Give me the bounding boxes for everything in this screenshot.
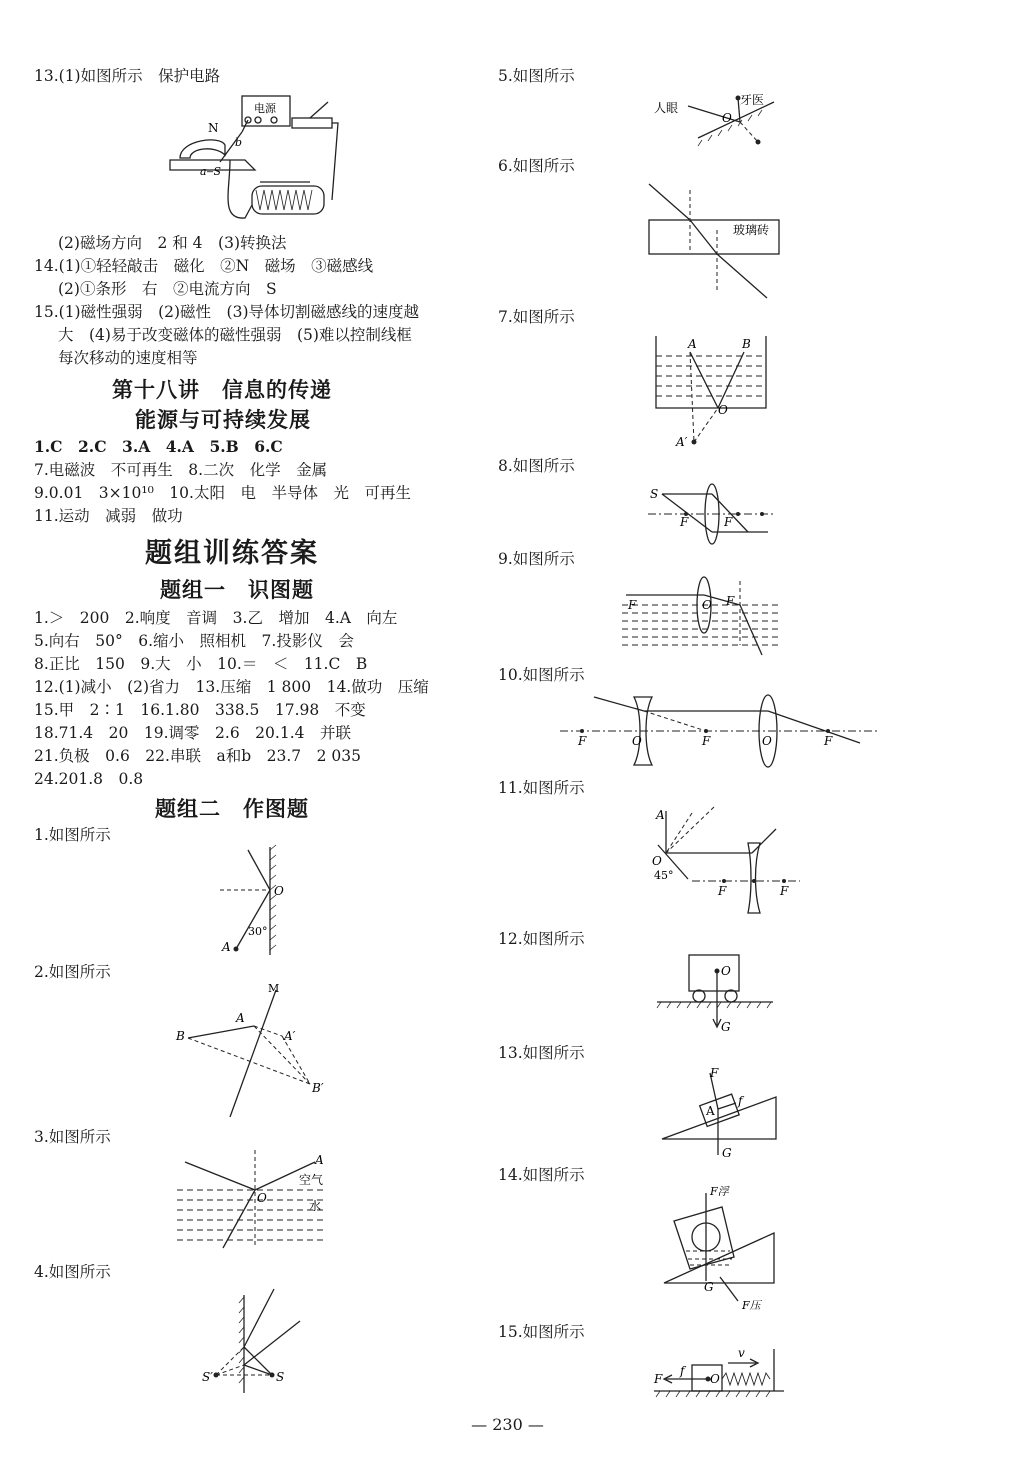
label-Aprime: A′: [284, 1029, 296, 1043]
q8-caption: 8.如图所示: [498, 457, 575, 475]
label-45deg: 45°: [654, 869, 674, 882]
label-F9b: F: [726, 594, 735, 608]
answer-15-line1: 15.(1)磁性强弱 (2)磁性 (3)导体切割磁感线的速度越: [34, 303, 420, 321]
q9-caption: 9.如图所示: [498, 550, 575, 568]
figure-1: [210, 845, 300, 960]
lecture-answers-4: 11.运动 减弱 做功: [34, 507, 183, 525]
lecture-answers-1: 1.C 2.C 3.A 4.A 5.B 6.C: [34, 437, 283, 456]
label-F9a: F: [628, 598, 637, 612]
g1-line6: 18.71.4 20 19.调零 2.6 20.1.4 并联: [34, 724, 351, 742]
g1-line7: 21.负极 0.6 22.串联 a和b 23.7 2 035: [34, 747, 361, 765]
group1-title: 题组一 识图题: [160, 578, 314, 602]
label-F10a: F: [578, 734, 587, 748]
g1-line4: 12.(1)减小 (2)省力 13.压缩 1 800 14.做功 压缩: [34, 678, 429, 696]
label-Ffu: F浮: [710, 1185, 729, 1198]
figure-11: [652, 803, 802, 923]
label-A11: A: [656, 808, 665, 822]
label-dentist: 牙医: [740, 93, 765, 107]
q6-caption: 6.如图所示: [498, 157, 575, 175]
label-F15: F: [654, 1372, 663, 1386]
answer-14-line1: 14.(1)①轻轻敲击 磁化 ②N 磁场 ③磁感线: [34, 257, 374, 275]
lecture-answers-3: 9.0.01 3×10¹⁰ 10.太阳 电 半导体 光 可再生: [34, 484, 411, 502]
lecture-title-line1: 第十八讲 信息的传递: [112, 378, 332, 402]
label-G14: G: [704, 1280, 714, 1294]
label-O3: O: [257, 1191, 267, 1205]
q7-caption: 7.如图所示: [498, 308, 575, 326]
answer-13-line2: (2)磁场方向 2 和 4 (3)转换法: [58, 234, 287, 252]
label-A7: A: [688, 337, 697, 351]
label-B7: B: [742, 337, 751, 351]
label-M: M: [268, 982, 280, 995]
q5-caption: 5.如图所示: [498, 67, 575, 85]
label-O11: O: [652, 854, 662, 868]
label-F10b: F: [702, 734, 711, 748]
label-F8b: F: [724, 515, 733, 529]
switch: [292, 118, 332, 128]
lecture-title-line2: 能源与可持续发展: [135, 408, 311, 432]
figure-9: [622, 575, 782, 665]
answer-14-line2: (2)①条形 右 ②电流方向 S: [58, 280, 277, 298]
figure-3: [175, 1148, 335, 1253]
figure-8: [648, 478, 778, 548]
figure-15: [652, 1345, 792, 1405]
g1-line1: 1.＞ 200 2.响度 音调 3.乙 增加 4.A 向左: [34, 609, 398, 627]
q14-caption: 14.如图所示: [498, 1166, 585, 1184]
label-G13: G: [722, 1146, 732, 1160]
label-glass: 玻璃砖: [733, 223, 770, 237]
q15-caption: 15.如图所示: [498, 1323, 585, 1341]
g1-line5: 15.甲 2∶1 16.1.80 338.5 17.98 不变: [34, 701, 366, 719]
figure-12: [655, 953, 775, 1038]
label-N: N: [208, 121, 219, 135]
figure-7: [652, 332, 772, 452]
q2-caption: 2.如图所示: [34, 963, 111, 981]
label-O9: O: [702, 598, 712, 612]
page-number: — 230 —: [471, 1415, 544, 1434]
label-A13: A: [706, 1104, 715, 1118]
g1-line3: 8.正比 150 9.大 小 10.＝ ＜ 11.C B: [34, 655, 368, 673]
label-Bprime: B′: [312, 1081, 324, 1095]
lecture-answers-2: 7.电磁波 不可再生 8.二次 化学 金属: [34, 461, 328, 479]
label-A2: A: [236, 1011, 245, 1025]
label-F11a: F: [718, 884, 727, 898]
g1-line2: 5.向右 50° 6.缩小 照相机 7.投影仪 会: [34, 632, 354, 650]
q11-caption: 11.如图所示: [498, 779, 585, 797]
main-title: 题组训练答案: [145, 538, 319, 569]
label-f15: f: [680, 1364, 685, 1378]
figure-2: [170, 982, 330, 1122]
circuit-diagram: [160, 90, 360, 230]
u-magnet: [180, 140, 225, 158]
label-b: b: [235, 136, 243, 149]
label-A3: A: [315, 1153, 324, 1167]
label-S8: S: [650, 487, 659, 501]
label-f13: f: [738, 1094, 743, 1108]
label-S4: S: [276, 1370, 285, 1384]
label-O10a: O: [632, 734, 642, 748]
figure-13: [658, 1065, 783, 1160]
label-water: 水: [309, 1199, 322, 1213]
q12-caption: 12.如图所示: [498, 930, 585, 948]
label-O: O: [274, 884, 284, 898]
figure-6: [645, 180, 785, 300]
label-F10c: F: [824, 734, 833, 748]
label-v: v: [738, 1346, 745, 1360]
label-Fya: F压: [742, 1299, 761, 1312]
q13-caption: 13.如图所示: [498, 1044, 585, 1062]
label-O5: O: [722, 111, 732, 125]
answer-13-line1: 13.(1)如图所示 保护电路: [34, 67, 221, 85]
figure-5: [648, 88, 788, 153]
label-G12: G: [721, 1020, 731, 1034]
label-F11b: F: [780, 884, 789, 898]
label-A: A: [222, 940, 231, 954]
figure-14: [660, 1185, 785, 1315]
label-O15: O: [710, 1372, 720, 1386]
g1-line8: 24.201.8 0.8: [34, 770, 144, 788]
label-O7: O: [718, 403, 728, 417]
label-aS: a‒S: [200, 165, 222, 178]
label-air: 空气: [299, 1173, 324, 1187]
figure-4: [200, 1285, 310, 1395]
label-F13: F: [710, 1066, 719, 1080]
label-eye: 人眼: [654, 101, 679, 115]
label-B: B: [176, 1029, 185, 1043]
label-O10b: O: [762, 734, 772, 748]
answer-15-line2: 大 (4)易于改变磁体的磁性强弱 (5)难以控制线框: [58, 326, 412, 344]
label-Sprime: S′: [202, 1370, 213, 1384]
q1-caption: 1.如图所示: [34, 826, 111, 844]
figure-10: [560, 693, 880, 773]
answer-15-line3: 每次移动的速度相等: [58, 349, 198, 367]
label-30deg: 30°: [248, 925, 268, 938]
label-F8a: F: [680, 515, 689, 529]
q10-caption: 10.如图所示: [498, 666, 585, 684]
q4-caption: 4.如图所示: [34, 1263, 111, 1281]
q3-caption: 3.如图所示: [34, 1128, 111, 1146]
label-O12: O: [721, 964, 731, 978]
group2-title: 题组二 作图题: [155, 797, 309, 821]
label-Aprime7: A′: [676, 435, 688, 449]
power-label: 电源: [254, 102, 276, 115]
